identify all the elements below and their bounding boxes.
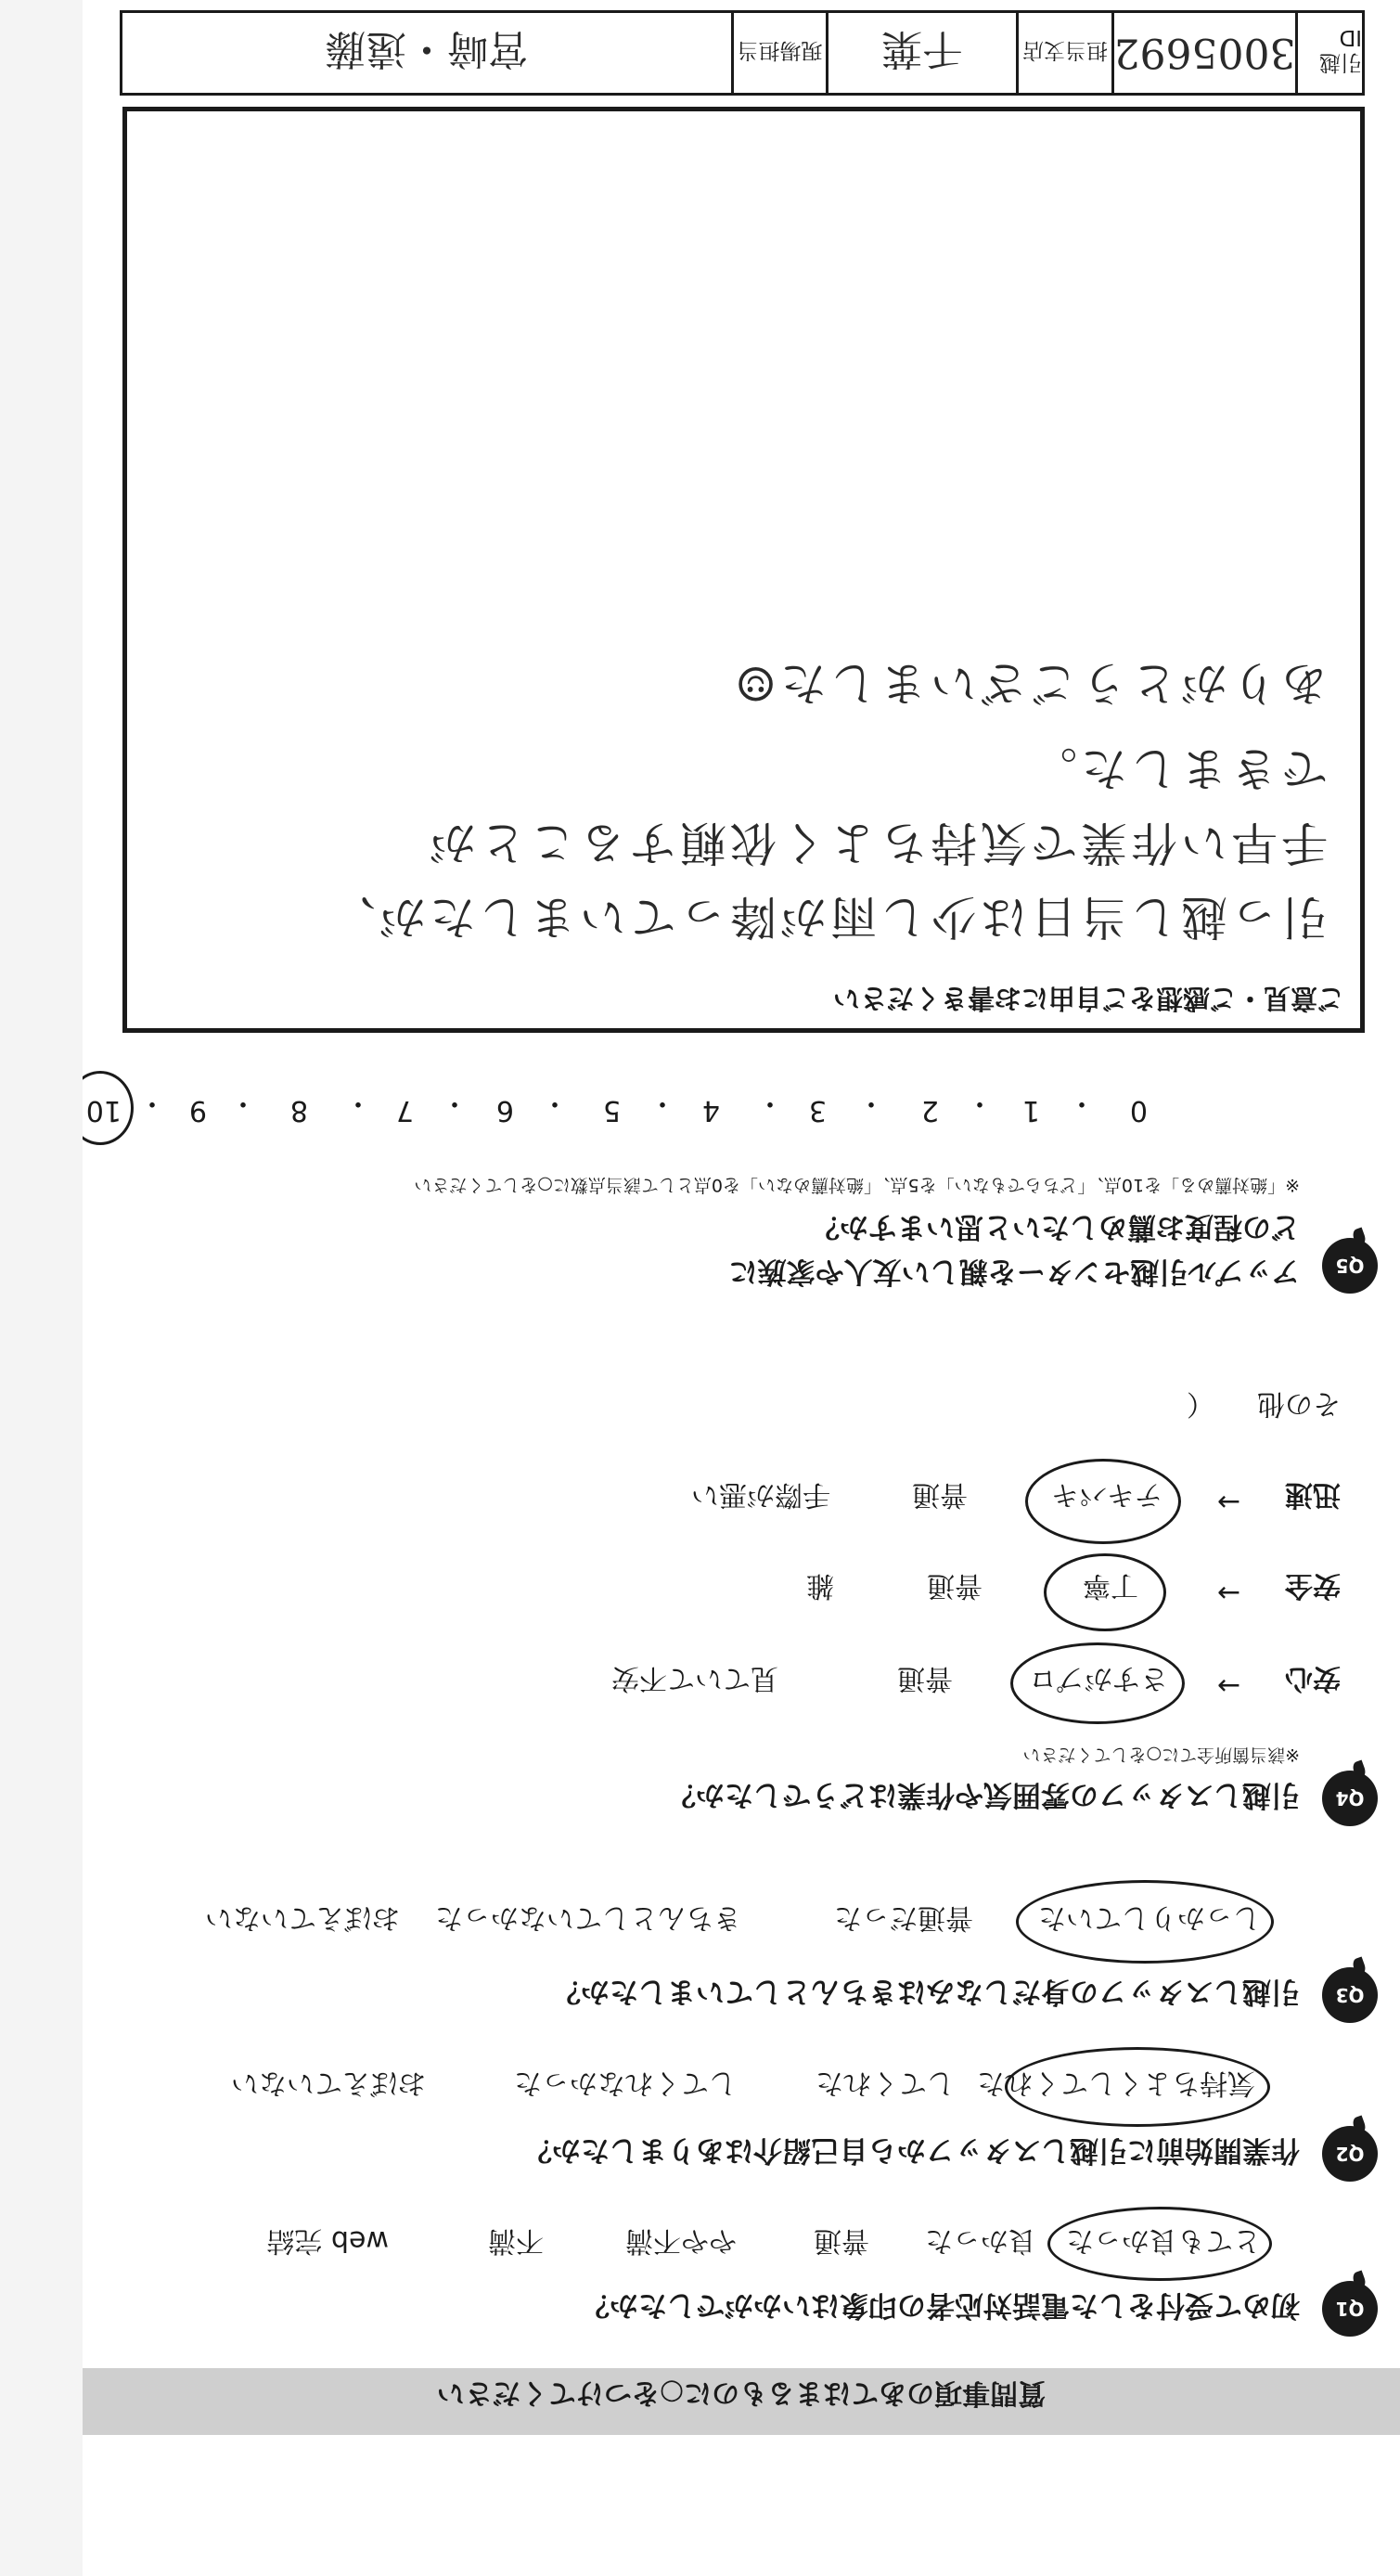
- q5-score-5[interactable]: 5: [602, 1094, 621, 1127]
- q2-option-2[interactable]: してくれた: [816, 2067, 955, 2099]
- q2-badge-label: Q2: [1335, 2143, 1365, 2165]
- q4-row3-arrow: →: [1216, 1486, 1240, 1518]
- q5-separator: ・: [857, 1087, 885, 1119]
- q5-separator: ・: [441, 1087, 469, 1119]
- q4-row2-option-2[interactable]: 普通: [927, 1569, 983, 1602]
- q4-other-label: その他: [1257, 1387, 1341, 1420]
- q1-option-3[interactable]: 普通: [814, 2224, 869, 2257]
- q4-note: ※該当箇所全てに○をしてください: [1022, 1745, 1300, 1765]
- id-value: 3005692: [1113, 29, 1296, 77]
- q2-question: 作業開始前に引越しスタッフから自己紹介はありましたか？: [523, 2133, 1300, 2167]
- q4-badge-label: Q4: [1335, 1787, 1365, 1810]
- leader-value-cell: [122, 13, 731, 93]
- q4-other-open: （: [1187, 1387, 1214, 1420]
- branch-value-cell: [826, 13, 1016, 93]
- q4-row1-option-2[interactable]: 普通: [897, 1662, 953, 1694]
- q5-question-line1: アップル引越センターを親しい友人や家族に: [728, 1255, 1300, 1288]
- q3-option-1[interactable]: しっかりしていた: [1038, 1901, 1261, 1934]
- q5-score-10[interactable]: 10: [85, 1094, 122, 1127]
- leader-label-cell: [731, 13, 826, 93]
- id-label-cell: [1295, 13, 1362, 93]
- q2-option-3[interactable]: してくれなかった: [514, 2067, 737, 2099]
- leader-value: 宮﨑・遠藤: [325, 25, 529, 72]
- q5-separator: ・: [344, 1087, 372, 1119]
- q1-option-1[interactable]: とても良かった: [1066, 2224, 1261, 2257]
- q1-option-6[interactable]: web 完結: [266, 2224, 389, 2257]
- branch-label-cell: [1016, 13, 1111, 93]
- q4-row1-label: 安心: [1285, 1662, 1341, 1694]
- q4-row1-arrow: →: [1216, 1669, 1240, 1702]
- q4-row3-option-1[interactable]: テキパキ: [1051, 1478, 1162, 1511]
- q5-score-2[interactable]: 2: [920, 1094, 939, 1127]
- q5-score-9[interactable]: 9: [188, 1094, 207, 1127]
- q1-option-4[interactable]: やや不満: [625, 2224, 737, 2257]
- q5-badge: [1322, 1238, 1378, 1294]
- q3-question: 引越しスタッフの身だしなみはきちんとしていましたか？: [552, 1975, 1300, 2008]
- q5-separator: ・: [649, 1087, 676, 1119]
- q2-option-1[interactable]: 気持ちよくしてくれた: [977, 2067, 1255, 2099]
- header-table: [120, 10, 1365, 96]
- q4-row2-option-3[interactable]: 雑: [806, 1569, 834, 1602]
- branch-value: 千葉: [881, 25, 963, 72]
- q5-score-8[interactable]: 8: [289, 1094, 308, 1127]
- comment-line-1: 引っ越し当日は少し雨が降っていましたが、: [326, 890, 1328, 944]
- comment-title: ご意見・ご感想をご自由にお書きください: [832, 983, 1344, 1014]
- q4-question: 引越しスタッフの雰囲気や作業はどうでしたか？: [667, 1778, 1300, 1811]
- q5-separator: ・: [541, 1087, 569, 1119]
- comment-line-4: ありがとうございました☺: [731, 656, 1328, 710]
- q1-question: 初めて受付をした電話対応者の印象はいかがでしたか？: [581, 2288, 1300, 2322]
- q5-badge-label: Q5: [1335, 1255, 1365, 1277]
- q4-row1-option-3[interactable]: 見ていて不安: [611, 1662, 778, 1694]
- q2-badge: [1322, 2126, 1378, 2182]
- instruction-text: 質問事項のあてはまるものに○をつけてください: [436, 2376, 1047, 2409]
- q4-row3-label: 迅速: [1285, 1478, 1341, 1511]
- q4-row2-arrow: →: [1216, 1577, 1240, 1609]
- q3-option-4[interactable]: おぼえていない: [205, 1901, 400, 1934]
- q3-badge-label: Q3: [1335, 1984, 1365, 2006]
- q1-option-5[interactable]: 不満: [488, 2224, 544, 2257]
- q5-separator: ・: [1068, 1087, 1096, 1119]
- q4-row1-option-1[interactable]: さすがプロ: [1029, 1662, 1168, 1694]
- q4-row2-option-1[interactable]: 丁寧: [1083, 1569, 1138, 1602]
- q2-option-4[interactable]: おぼえていない: [231, 2067, 426, 2099]
- q4-row3-option-3[interactable]: 手際が悪い: [691, 1478, 830, 1511]
- q5-question-line2: どの程度お薦めしたいと思いますか？: [811, 1210, 1300, 1243]
- q5-score-3[interactable]: 3: [808, 1094, 827, 1127]
- q1-badge: [1322, 2281, 1378, 2337]
- q5-score-7[interactable]: 7: [395, 1094, 414, 1127]
- q4-badge: [1322, 1771, 1378, 1826]
- q3-option-3[interactable]: きちんとしていなかった: [435, 1901, 741, 1934]
- q5-score-6[interactable]: 6: [495, 1094, 514, 1127]
- q3-option-2[interactable]: 普通だった: [834, 1901, 973, 1934]
- leader-label: 現場担当: [737, 38, 823, 63]
- q5-score-0[interactable]: 0: [1129, 1094, 1148, 1127]
- q3-badge: [1322, 1967, 1378, 2023]
- q4-row3-option-2[interactable]: 普通: [912, 1478, 968, 1511]
- comment-line-2: 手早い作業で気持ちよく依頼することが: [426, 816, 1328, 869]
- q5-separator: ・: [966, 1087, 994, 1119]
- branch-label: 担当支店: [1022, 38, 1108, 63]
- id-label: 引越ID: [1319, 25, 1362, 75]
- q4-row2-label: 安全: [1285, 1569, 1341, 1602]
- q5-separator: ・: [229, 1087, 257, 1119]
- q5-score-4[interactable]: 4: [701, 1094, 720, 1127]
- q1-option-2[interactable]: 良かった: [925, 2224, 1036, 2257]
- q1-badge-label: Q1: [1335, 2298, 1365, 2320]
- q5-score-1[interactable]: 1: [1021, 1094, 1040, 1127]
- q5-separator: ・: [756, 1087, 784, 1119]
- q5-separator: ・: [138, 1087, 166, 1119]
- q5-note: ※「絶対薦める」を10点、「どちらでもない」を5点、「絶対薦めない」を0点として該当点数に○をしてください: [414, 1175, 1300, 1195]
- id-value-cell: [1111, 13, 1295, 93]
- page-edge: [0, 0, 83, 2576]
- comment-line-3: できました。: [1027, 741, 1328, 795]
